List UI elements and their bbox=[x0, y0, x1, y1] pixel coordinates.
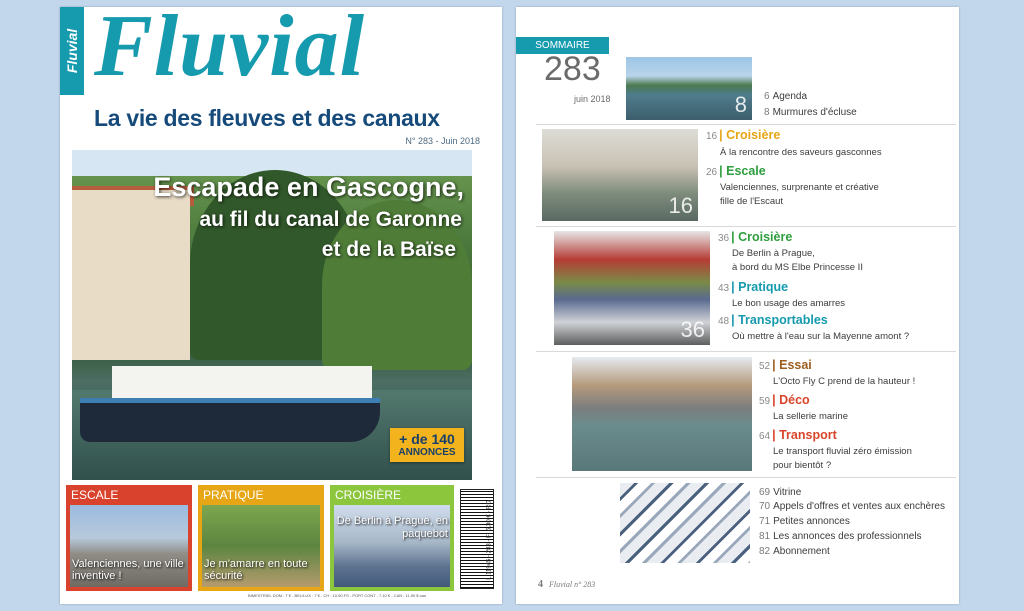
toc-desc bbox=[732, 330, 909, 344]
toc-entry[interactable] bbox=[759, 501, 945, 512]
toc-page: 69 bbox=[759, 487, 771, 498]
toc-desc-line: La sellerie marine bbox=[773, 411, 848, 422]
issue-number: N° 283 - Juin 2018 bbox=[405, 136, 480, 146]
toc-section-transport[interactable]: 64 | Transport bbox=[759, 428, 837, 442]
divider bbox=[536, 226, 956, 227]
divider bbox=[536, 477, 956, 478]
magazine-cover bbox=[60, 7, 502, 604]
toc-title: Les annonces des professionnels bbox=[773, 531, 922, 542]
teaser-pratique bbox=[198, 485, 324, 591]
toc-page: 82 bbox=[759, 546, 771, 557]
toc-page: 8 bbox=[764, 107, 770, 118]
thumb-page-number: 16 bbox=[668, 193, 693, 218]
toc-section-pratique[interactable]: 43 | Pratique bbox=[718, 280, 789, 294]
teaser-croisiere bbox=[330, 485, 454, 591]
toc-section-croisiere[interactable]: 16 | Croisière bbox=[706, 128, 781, 142]
toc-category: Pratique bbox=[738, 280, 789, 294]
toc-desc-line: Valenciennes, surprenante et créative bbox=[720, 182, 879, 193]
toc-section-escale[interactable]: 26 | Escale bbox=[706, 164, 766, 178]
toc-desc bbox=[720, 146, 882, 160]
brand-vertical-tab bbox=[60, 7, 84, 95]
toc-title: Abonnement bbox=[773, 546, 830, 557]
cover-headline-line3: et de la Baïse bbox=[321, 238, 456, 261]
toc-desc bbox=[732, 247, 863, 275]
magazine-logo: Fluvial bbox=[94, 7, 366, 95]
toc-desc bbox=[732, 297, 845, 311]
toc-page: 26 bbox=[706, 167, 718, 178]
toc-section-transportables[interactable]: 48 | Transportables bbox=[718, 313, 828, 327]
toc-desc bbox=[720, 181, 879, 209]
toc-page: 70 bbox=[759, 501, 771, 512]
thumb-boat bbox=[626, 57, 752, 120]
toc-desc-line: L'Octo Fly C prend de la hauteur ! bbox=[773, 376, 916, 387]
divider bbox=[536, 124, 956, 125]
toc-entry[interactable] bbox=[759, 531, 922, 542]
toc-desc bbox=[773, 445, 912, 473]
thumb-lock bbox=[542, 129, 698, 221]
toc-category: Déco bbox=[779, 393, 810, 407]
page-footer bbox=[538, 579, 595, 590]
toc-desc-line: pour bientôt ? bbox=[773, 459, 832, 471]
photo-boat-cabin bbox=[112, 366, 372, 402]
sommaire-label: SOMMAIRE bbox=[516, 37, 609, 54]
teaser-escale bbox=[66, 485, 192, 591]
cover-smallprint: BIMESTRIEL DOM : 7 € - BEL/LUX : 7 € - CH : 10,90 FS - PORT CONT : 7,10 € - CAN : 11,90 $ can bbox=[248, 593, 427, 598]
teaser-label: CROISIÈRE bbox=[335, 488, 402, 502]
photo-boat-hull bbox=[80, 400, 380, 442]
thumb-annonces bbox=[620, 483, 750, 563]
toc-section-essai[interactable]: 52 | Essai bbox=[759, 358, 812, 372]
toc-desc bbox=[773, 375, 915, 389]
thumb-berlin-wall bbox=[554, 231, 710, 345]
toc-page: 64 bbox=[759, 431, 771, 442]
toc-category: Escale bbox=[726, 164, 766, 178]
sommaire-page bbox=[516, 7, 959, 604]
toc-title: Appels d'offres et ventes aux enchères bbox=[773, 501, 945, 512]
teaser-image bbox=[70, 505, 188, 587]
footer-page-number: 4 bbox=[538, 579, 543, 590]
toc-category: Transportables bbox=[738, 313, 828, 327]
toc-desc bbox=[773, 410, 848, 424]
teaser-label: ESCALE bbox=[71, 488, 119, 502]
badge-label: ANNONCES bbox=[398, 447, 456, 458]
price-code: L 11945 - 283 - F: 6,30 € - RD bbox=[486, 500, 493, 580]
toc-section-croisiere[interactable]: 36 | Croisière bbox=[718, 230, 793, 244]
teaser-caption: De Berlin à Prague, en paquebot bbox=[336, 515, 448, 540]
cover-photo bbox=[72, 150, 472, 480]
teaser-image bbox=[202, 505, 320, 587]
sommaire-date: juin 2018 bbox=[574, 94, 611, 104]
toc-title: Murmures d'écluse bbox=[772, 107, 857, 118]
toc-entry[interactable] bbox=[759, 546, 830, 557]
toc-page: 6 bbox=[764, 91, 770, 102]
thumb-octo-boat bbox=[572, 357, 752, 471]
toc-title: Vitrine bbox=[773, 487, 802, 498]
thumb-page-number: 8 bbox=[734, 92, 747, 117]
toc-page: 59 bbox=[759, 396, 771, 407]
toc-desc-line: Où mettre à l'eau sur la Mayenne amont ? bbox=[732, 331, 910, 342]
cover-headline-line2: au fil du canal de Garonne bbox=[199, 208, 462, 231]
toc-category: Transport bbox=[779, 428, 837, 442]
toc-page: 52 bbox=[759, 361, 771, 372]
toc-desc-line: Le bon usage des amarres bbox=[732, 298, 846, 309]
toc-page: 36 bbox=[718, 233, 730, 244]
toc-entry[interactable] bbox=[759, 516, 850, 527]
toc-desc-line: De Berlin à Prague, bbox=[732, 248, 815, 259]
teaser-caption: Je m'amarre en toute sécurité bbox=[204, 557, 308, 583]
toc-title: Agenda bbox=[772, 91, 808, 102]
toc-desc-line: À la rencontre des saveurs gasconnes bbox=[720, 147, 882, 158]
teaser-image bbox=[334, 505, 450, 587]
toc-page: 81 bbox=[759, 531, 771, 542]
toc-entry[interactable] bbox=[759, 487, 801, 498]
brand-vertical-text: Fluvial bbox=[64, 28, 80, 74]
divider bbox=[536, 351, 956, 352]
footer-text: Fluvial n° 283 bbox=[549, 580, 596, 589]
photo-boat-stripe bbox=[80, 398, 380, 403]
teaser-label: PRATIQUE bbox=[203, 488, 264, 502]
cover-headline-line1: Escapade en Gascogne, bbox=[153, 172, 464, 202]
toc-entry[interactable] bbox=[764, 107, 857, 118]
toc-page: 16 bbox=[706, 131, 718, 142]
annonces-badge bbox=[390, 428, 464, 462]
toc-section-deco[interactable]: 59 | Déco bbox=[759, 393, 810, 407]
magazine-tagline: La vie des fleuves et des canaux bbox=[94, 105, 440, 131]
toc-page: 48 bbox=[718, 316, 730, 327]
toc-desc-line: Le transport fluvial zéro émission bbox=[773, 446, 912, 457]
teaser-caption: Valenciennes, une ville inventive ! bbox=[72, 557, 184, 583]
badge-count: + de 140 bbox=[399, 431, 455, 447]
toc-title: Petites annonces bbox=[773, 516, 850, 527]
toc-desc-line: fille de l'Escaut bbox=[720, 195, 784, 207]
toc-category: Croisière bbox=[738, 230, 793, 244]
toc-desc-line: à bord du MS Elbe Princesse II bbox=[732, 261, 863, 273]
toc-category: Croisière bbox=[726, 128, 781, 142]
toc-page: 71 bbox=[759, 516, 771, 527]
thumb-page-number: 36 bbox=[680, 317, 705, 342]
sommaire-number: 283 bbox=[544, 50, 601, 88]
toc-entry[interactable] bbox=[764, 91, 807, 102]
toc-page: 43 bbox=[718, 283, 730, 294]
toc-category: Essai bbox=[779, 358, 812, 372]
